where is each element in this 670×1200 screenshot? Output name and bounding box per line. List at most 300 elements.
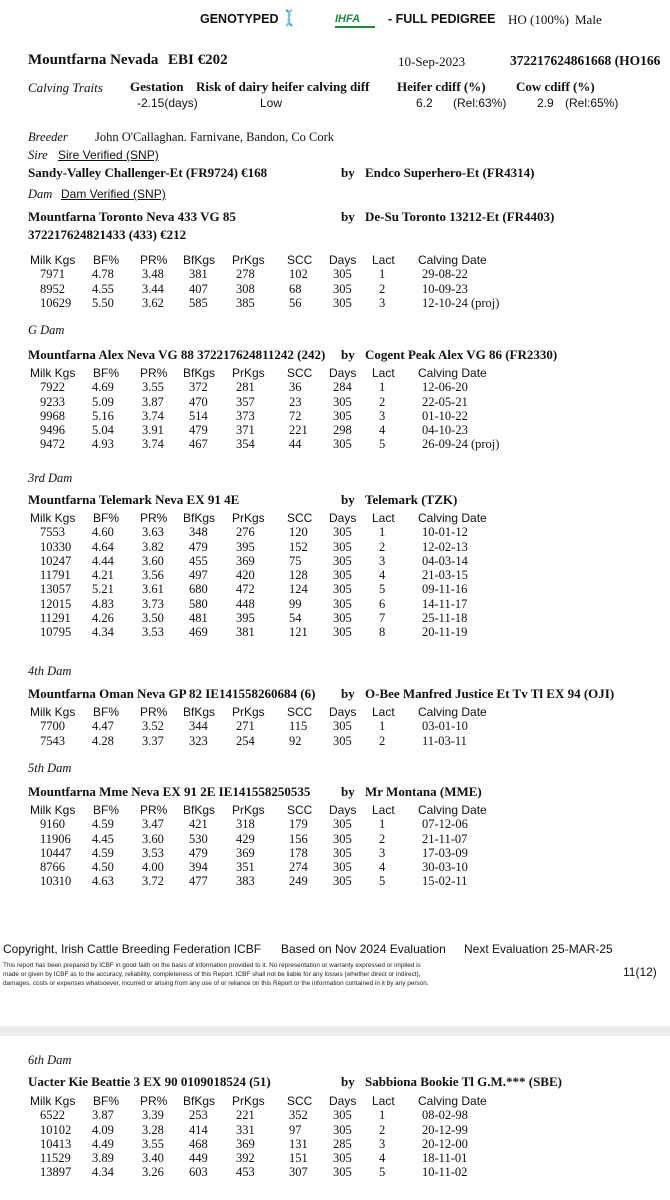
table-cell: 305: [333, 860, 352, 875]
table-cell: 5.21: [92, 582, 114, 597]
table-cell: 305: [333, 733, 352, 748]
table-cell: 4.26: [92, 611, 114, 626]
table-cell: 11791: [40, 568, 71, 583]
table-cell: 54: [289, 611, 302, 626]
table-cell: 3: [379, 845, 386, 860]
column-header: PR%: [140, 511, 168, 525]
disclaimer-line-1: This report has been prepared by ICBF in good faith on the basis of information provided to it. No representation or warranty expressed or implied is: [3, 962, 421, 969]
column-header: Calving Date: [418, 1094, 487, 1108]
table-cell: 479: [189, 539, 208, 554]
dam-name: Mountfarna Oman Neva GP 82 IE141558260684 (6): [28, 686, 316, 701]
table-cell: 4.44: [92, 553, 114, 568]
table-cell: 5: [379, 874, 386, 889]
column-header: Milk Kgs: [30, 1094, 76, 1108]
table-cell: 10-09-23: [422, 281, 468, 296]
sire-by: by: [341, 165, 355, 180]
column-header: BF%: [93, 1094, 120, 1108]
breeder-value: John O'Callaghan. Farnivane, Bandon, Co Cork: [95, 130, 335, 144]
table-cell: 680: [189, 582, 208, 597]
column-header: Lact: [372, 511, 395, 525]
table-cell: 115: [289, 719, 308, 734]
table-cell: 395: [236, 611, 255, 626]
table-cell: 305: [333, 394, 352, 409]
table-cell: 72: [289, 408, 302, 423]
section-label-6th-dam: 6th Dam: [28, 1053, 72, 1067]
table-cell: 305: [333, 719, 352, 734]
table-cell: 3.39: [142, 1108, 164, 1123]
table-cell: 7553: [40, 525, 65, 540]
column-header: Milk Kgs: [30, 803, 76, 817]
disclaimer-line-2: made or given by ICBF as to the accuracy, reliability, completeness of this Report. ICBF shall not be liable for any losses (whether direct or indirect),: [3, 971, 421, 978]
table-cell: 3.37: [142, 733, 164, 748]
table-row: [0, 860, 670, 874]
table-cell: 7922: [40, 380, 65, 395]
table-cell: 4.59: [92, 817, 114, 832]
table-row: [0, 1165, 670, 1179]
column-header: PrKgs: [232, 366, 265, 380]
table-cell: 305: [333, 553, 352, 568]
heifer-cdiff-rel: (Rel:63%): [453, 96, 507, 110]
table-cell: 179: [289, 817, 308, 832]
table-cell: 395: [236, 539, 255, 554]
table-cell: 9968: [40, 408, 65, 423]
table-cell: 5.09: [92, 394, 114, 409]
ancestor-3-table: [0, 705, 670, 748]
table-cell: 3.91: [142, 423, 164, 438]
column-header: Days: [329, 366, 357, 380]
table-cell: 274: [289, 860, 308, 875]
table-cell: 8: [379, 625, 386, 640]
table-cell: 11291: [40, 611, 71, 626]
table-cell: 429: [236, 831, 255, 846]
table-cell: 221: [236, 1108, 255, 1123]
table-cell: 12015: [40, 596, 72, 611]
table-cell: 305: [333, 1108, 352, 1123]
column-header: BF%: [93, 803, 120, 817]
table-cell: 5.16: [92, 408, 114, 423]
table-cell: 305: [333, 596, 352, 611]
table-cell: 25-11-18: [422, 611, 468, 626]
table-row: [0, 582, 670, 596]
dam-by: by: [341, 209, 355, 224]
column-header: BF%: [93, 511, 120, 525]
column-header: Lact: [372, 705, 395, 719]
table-cell: 305: [333, 281, 352, 296]
dam-sire: Cogent Peak Alex VG 86 (FR2330): [365, 347, 558, 362]
section-label: G Dam: [28, 323, 65, 337]
table-cell: 3.52: [142, 719, 164, 734]
breed-percent: HO (100%): [508, 12, 570, 27]
table-cell: 10247: [40, 553, 72, 568]
table-cell: 6: [379, 596, 386, 611]
table-cell: 3.47: [142, 817, 164, 832]
table-cell: 12-02-13: [422, 539, 468, 554]
table-cell: 15-02-11: [422, 874, 468, 889]
table-cell: 2: [379, 733, 386, 748]
table-row: [0, 282, 670, 296]
table-cell: 08-02-98: [422, 1108, 468, 1123]
table-cell: 281: [236, 380, 255, 395]
table-cell: 3: [379, 553, 386, 568]
table-cell: 305: [333, 874, 352, 889]
table-cell: 1: [379, 525, 386, 540]
table-cell: 455: [189, 553, 208, 568]
table-cell: 23: [289, 394, 302, 409]
table-cell: 3: [379, 408, 386, 423]
table-cell: 305: [333, 831, 352, 846]
table-cell: 381: [189, 267, 208, 282]
6th-dam-sire: Sabbiona Bookie Tl G.M.*** (SBE): [365, 1074, 562, 1089]
table-cell: 394: [189, 860, 208, 875]
column-header: Days: [329, 1094, 357, 1108]
table-cell: 305: [333, 568, 352, 583]
table-cell: 305: [333, 437, 352, 452]
table-cell: 369: [236, 553, 255, 568]
table-cell: 3.53: [142, 845, 164, 860]
evaluation-basis: Based on Nov 2024 Evaluation: [281, 942, 446, 956]
dam-by: by: [341, 492, 355, 507]
table-cell: 3.62: [142, 295, 164, 310]
column-header: Calving Date: [418, 803, 487, 817]
table-cell: 371: [236, 423, 255, 438]
table-cell: 20-12-99: [422, 1122, 468, 1137]
table-cell: 4.45: [92, 831, 114, 846]
table-cell: 07-12-06: [422, 817, 468, 832]
table-row: [0, 437, 670, 451]
report-page-12: [0, 1036, 670, 1200]
table-cell: 580: [189, 596, 208, 611]
table-cell: 420: [236, 568, 255, 583]
column-header: SCC: [287, 366, 313, 380]
table-cell: 481: [189, 611, 208, 626]
6th-dam-name: Uacter Kie Beattie 3 EX 90 0109018524 (51): [28, 1074, 271, 1089]
table-cell: 351: [236, 860, 255, 875]
table-cell: 254: [236, 733, 255, 748]
table-cell: 68: [289, 281, 302, 296]
column-header: PR%: [140, 705, 168, 719]
dam-verified-link[interactable]: Dam Verified (SNP): [61, 187, 166, 201]
table-header-row: [0, 705, 670, 719]
table-cell: 2: [379, 1122, 386, 1137]
column-header: BF%: [93, 253, 120, 267]
table-cell: 5.04: [92, 423, 114, 438]
table-cell: 369: [236, 845, 255, 860]
column-header: SCC: [287, 705, 313, 719]
table-cell: 3.60: [142, 553, 164, 568]
dam-sire: Telemark (TZK): [365, 492, 458, 507]
table-cell: 7: [379, 611, 386, 626]
table-cell: 354: [236, 437, 255, 452]
table-row: [0, 540, 670, 554]
table-cell: 121: [289, 625, 308, 640]
table-cell: 4.21: [92, 568, 114, 583]
dam-by: by: [341, 686, 355, 701]
table-cell: 152: [289, 539, 308, 554]
animal-id: 372217624861668 (HO166: [510, 53, 661, 68]
sire-verified-link[interactable]: Sire Verified (SNP): [58, 148, 159, 162]
table-cell: 305: [333, 1165, 352, 1180]
table-cell: 372: [189, 380, 208, 395]
table-cell: 5: [379, 582, 386, 597]
table-cell: 305: [333, 845, 352, 860]
ancestor-1-table: [0, 366, 670, 452]
dam-label: Dam: [28, 187, 53, 201]
table-cell: 128: [289, 568, 308, 583]
table-cell: 305: [333, 625, 352, 640]
table-row: [0, 267, 670, 281]
table-cell: 1: [379, 719, 386, 734]
table-cell: 305: [333, 295, 352, 310]
column-header: BF%: [93, 705, 120, 719]
section-label: 3rd Dam: [28, 471, 73, 485]
table-row: [0, 734, 670, 748]
table-cell: 10-01-12: [422, 525, 468, 540]
table-cell: 10102: [40, 1122, 72, 1137]
table-cell: 307: [289, 1165, 308, 1180]
table-cell: 497: [189, 568, 208, 583]
table-cell: 11906: [40, 831, 71, 846]
table-cell: 453: [236, 1165, 255, 1180]
table-cell: 276: [236, 525, 255, 540]
table-cell: 29-08-22: [422, 267, 468, 282]
table-cell: 8766: [40, 860, 65, 875]
table-row: [0, 1151, 670, 1165]
table-cell: 4: [379, 860, 386, 875]
dam-name: Mountfarna Toronto Neva 433 VG 85: [28, 209, 236, 224]
risk-value: Low: [260, 96, 283, 110]
table-cell: 1: [379, 817, 386, 832]
dam-sire: Mr Montana (MME): [365, 784, 482, 799]
calving-traits-label: Calving Traits: [28, 80, 103, 95]
column-header: Milk Kgs: [30, 366, 76, 380]
table-cell: 470: [189, 394, 208, 409]
table-cell: 13057: [40, 582, 72, 597]
risk-heading: Risk of dairy heifer calving diff: [196, 79, 370, 94]
table-cell: 285: [333, 1136, 352, 1151]
table-cell: 2: [379, 831, 386, 846]
table-cell: 4.83: [92, 596, 114, 611]
table-cell: 5: [379, 1165, 386, 1180]
dam-by: by: [341, 784, 355, 799]
table-cell: 305: [333, 582, 352, 597]
table-cell: 3.74: [142, 437, 164, 452]
column-header: Days: [329, 511, 357, 525]
table-cell: 120: [289, 525, 308, 540]
table-cell: 92: [289, 733, 302, 748]
column-header: Lact: [372, 803, 395, 817]
table-cell: 22-05-21: [422, 394, 468, 409]
table-cell: 178: [289, 845, 308, 860]
dam-name: Mountfarna Mme Neva EX 91 2E IE141558250535: [28, 784, 311, 799]
column-header: Milk Kgs: [30, 511, 76, 525]
column-header: Calving Date: [418, 366, 487, 380]
table-cell: 249: [289, 874, 308, 889]
table-row: [0, 597, 670, 611]
table-cell: 467: [189, 437, 208, 452]
table-cell: 3.44: [142, 281, 164, 296]
table-row: [0, 409, 670, 423]
table-cell: 4.34: [92, 625, 114, 640]
table-cell: 3.55: [142, 380, 164, 395]
column-header: BfKgs: [183, 1094, 216, 1108]
table-cell: 1: [379, 267, 386, 282]
table-cell: 17-03-09: [422, 845, 468, 860]
table-cell: 9233: [40, 394, 65, 409]
report-date: 10-Sep-2023: [398, 54, 466, 69]
table-cell: 331: [236, 1122, 255, 1137]
table-cell: 3.61: [142, 582, 164, 597]
table-cell: 4: [379, 423, 386, 438]
animal-name: Mountfarna Nevada: [28, 52, 159, 68]
table-cell: 477: [189, 874, 208, 889]
table-cell: 271: [236, 719, 255, 734]
table-cell: 4.64: [92, 539, 114, 554]
table-header-row: [0, 1094, 670, 1108]
column-header: BfKgs: [183, 803, 216, 817]
table-cell: 5.50: [92, 295, 114, 310]
table-cell: 305: [333, 408, 352, 423]
table-cell: 344: [189, 719, 208, 734]
table-cell: 11529: [40, 1151, 71, 1166]
table-cell: 7700: [40, 719, 65, 734]
table-cell: 26-09-24 (proj): [422, 437, 500, 452]
table-cell: 3.72: [142, 874, 164, 889]
table-cell: 04-03-14: [422, 553, 468, 568]
table-cell: 479: [189, 423, 208, 438]
column-header: BfKgs: [183, 366, 216, 380]
table-cell: 09-11-16: [422, 582, 468, 597]
table-header-row: [0, 253, 670, 267]
table-cell: 102: [289, 267, 308, 282]
table-cell: 278: [236, 267, 255, 282]
table-cell: 4: [379, 1151, 386, 1166]
table-cell: 3.87: [142, 394, 164, 409]
column-header: BfKgs: [183, 253, 216, 267]
table-cell: 472: [236, 582, 255, 597]
column-header: BfKgs: [183, 705, 216, 719]
table-cell: 44: [289, 437, 302, 452]
table-cell: 7971: [40, 267, 65, 282]
table-cell: 4.34: [92, 1165, 114, 1180]
table-row: [0, 423, 670, 437]
table-cell: 4.09: [92, 1122, 114, 1137]
cow-cdiff-heading: Cow cdiff (%): [516, 79, 595, 94]
table-cell: 12-10-24 (proj): [422, 295, 500, 310]
table-cell: 603: [189, 1165, 208, 1180]
table-cell: 348: [189, 525, 208, 540]
table-cell: 3.87: [92, 1108, 114, 1123]
table-cell: 151: [289, 1151, 308, 1166]
table-cell: 4.49: [92, 1136, 114, 1151]
table-cell: 514: [189, 408, 208, 423]
table-header-row: [0, 366, 670, 380]
column-header: Lact: [372, 366, 395, 380]
table-cell: 01-10-22: [422, 408, 468, 423]
table-cell: 21-03-15: [422, 568, 468, 583]
animal-sex: Male: [575, 12, 602, 27]
table-row: [0, 874, 670, 888]
column-header: PR%: [140, 366, 168, 380]
column-header: Calving Date: [418, 253, 487, 267]
table-cell: 56: [289, 295, 302, 310]
table-cell: 9472: [40, 437, 65, 452]
table-cell: 10-11-02: [422, 1165, 468, 1180]
next-evaluation: Next Evaluation 25-MAR-25: [464, 942, 613, 956]
table-row: [0, 554, 670, 568]
table-cell: 3.60: [142, 831, 164, 846]
table-cell: 3.89: [92, 1151, 114, 1166]
dam-id-line: 372217624821433 (433) €212: [28, 227, 187, 242]
table-cell: 449: [189, 1151, 208, 1166]
column-header: PR%: [140, 253, 168, 267]
table-cell: 4.00: [142, 860, 164, 875]
table-cell: 585: [189, 295, 208, 310]
table-cell: 124: [289, 582, 308, 597]
table-cell: 357: [236, 394, 255, 409]
table-cell: 469: [189, 625, 208, 640]
table-row: [0, 1137, 670, 1151]
table-cell: 298: [333, 423, 352, 438]
table-row: [0, 719, 670, 733]
table-cell: 392: [236, 1151, 255, 1166]
column-header: SCC: [287, 803, 313, 817]
table-cell: 20-12-00: [422, 1136, 468, 1151]
table-cell: 3.53: [142, 625, 164, 640]
table-cell: 3.63: [142, 525, 164, 540]
column-header: Days: [329, 705, 357, 719]
column-header: SCC: [287, 1094, 313, 1108]
table-row: [0, 395, 670, 409]
column-header: Lact: [372, 253, 395, 267]
table-cell: 3.74: [142, 408, 164, 423]
table-cell: 2: [379, 281, 386, 296]
heifer-cdiff-heading: Heifer cdiff (%): [397, 79, 486, 94]
column-header: Lact: [372, 1094, 395, 1108]
table-cell: 10310: [40, 874, 72, 889]
table-cell: 221: [289, 423, 308, 438]
table-cell: 407: [189, 281, 208, 296]
table-cell: 1: [379, 380, 386, 395]
dam-by: by: [341, 347, 355, 362]
table-cell: 284: [333, 380, 352, 395]
disclaimer-line-3: damages, costs or expenses whatsoever, incurred or arising from any use of or reliance on this Report or the information contained in it by any person.: [3, 980, 429, 987]
table-row: [0, 568, 670, 582]
cow-cdiff-value: 2.9: [537, 96, 554, 110]
table-cell: 4.47: [92, 719, 114, 734]
copyright: Copyright, Irish Cattle Breeding Federation ICBF: [3, 942, 262, 956]
table-cell: 352: [289, 1108, 308, 1123]
dam-sire: O-Bee Manfred Justice Et Tv Tl EX 94 (OJI): [365, 686, 615, 701]
table-cell: 448: [236, 596, 255, 611]
6th-dam-by: by: [341, 1074, 355, 1089]
column-header: Calving Date: [418, 705, 487, 719]
table-cell: 468: [189, 1136, 208, 1151]
table-cell: 3.82: [142, 539, 164, 554]
table-cell: 305: [333, 267, 352, 282]
table-row: [0, 846, 670, 860]
table-cell: 131: [289, 1136, 308, 1151]
table-cell: 4.28: [92, 733, 114, 748]
table-cell: 3.73: [142, 596, 164, 611]
table-cell: 305: [333, 539, 352, 554]
table-row: [0, 611, 670, 625]
table-cell: 421: [189, 817, 208, 832]
page-number: 11(12): [623, 965, 657, 979]
table-cell: 385: [236, 295, 255, 310]
table-cell: 10447: [40, 845, 72, 860]
table-row: [0, 625, 670, 639]
ancestor-0-table: [0, 253, 670, 310]
